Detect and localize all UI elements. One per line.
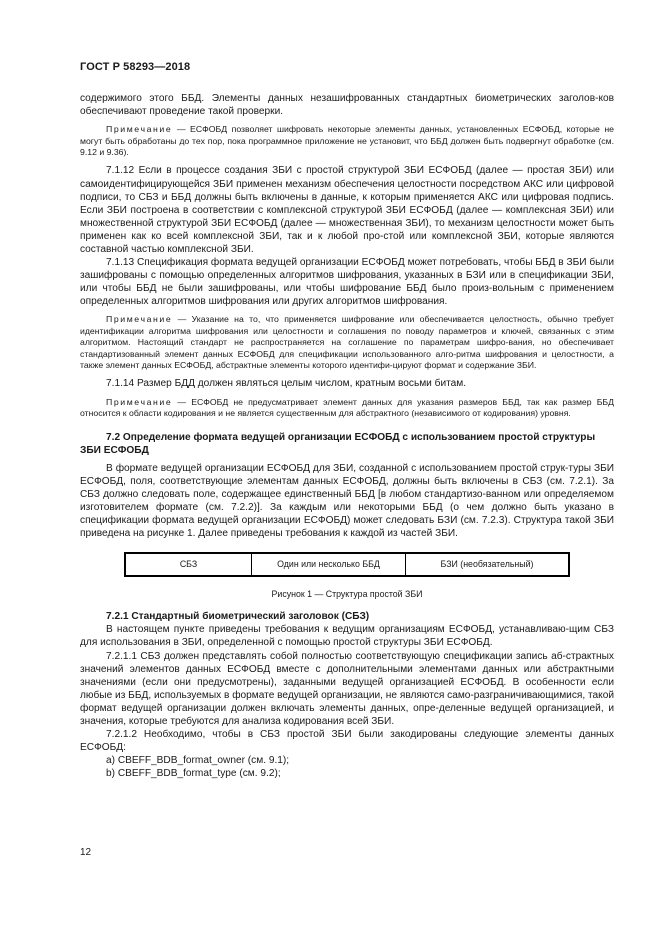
figure-caption: Рисунок 1 — Структура простой ЗБИ: [271, 589, 423, 600]
paragraph-7-1-12: 7.1.12 Если в процессе создания ЗБИ с простой структурой ЗБИ ЕСФОБД (далее — простая ЗБИ) или самоидентифицирующейся ЗБИ применен механизм обеспечения целостности посредством АКС или цифровой подписи, то СБЗ и ББД должны быть включены в данные, к которым применяется АКС или цифровая подпись. Если ЗБИ построена в соответствии с комплексной структурой ЗБИ ЕСФОБД (далее — комплексная ЗБИ) или множественной структурой ЗБИ ЕСФОБД (далее — множественная ЗБИ), то механизм целостности может быть применен как ко всей комплексной ЗБИ, так и к любой про-стой или комплексной ЗБИ, которые являются составной частью комплексной ЗБИ.: [80, 165, 614, 255]
figure-1-structure-table: [124, 552, 570, 577]
list-item-a: a) CBEFF_BDB_format_owner (см. 9.1);: [106, 755, 290, 767]
paragraph-continuation: содержимого этого ББД. Элементы данных незашифрованных стандартных биометрических заголов-ков обеспечивают проведение такой проверки.: [80, 93, 614, 118]
note-label: Примечание: [106, 314, 173, 325]
note-label: Примечание: [106, 124, 173, 135]
paragraph-7-2-1-2: 7.2.1.2 Необходимо, чтобы в СБЗ простой ЗБИ были закодированы следующие элементы данных ЕСФОБД:: [80, 729, 614, 754]
figure-cell-bzi: БЗИ (необязательный): [440, 559, 534, 570]
section-heading-7-2: 7.2 Определение формата ведущей организации ЕСФОБД с использованием простой структуры ЗБИ ЕСФОБД: [80, 432, 596, 457]
page-number: 12: [80, 847, 92, 858]
page-content: [80, 92, 614, 780]
figure-cell-sbz: СБЗ: [126, 554, 252, 575]
subsection-heading-7-2-1: 7.2.1 Стандартный биометрический заголовок (СБЗ): [106, 611, 370, 623]
paragraph-7-2-intro: В формате ведущей организации ЕСФОБД для ЗБИ, созданной с использованием простой струк-туры ЗБИ ЕСФОБД, поля, соответствующие элементам данных ЕСФОБД, должны быть включены в СБЗ (см. 7.2.1). За СБЗ должно следовать поле, содержащее единственный ББД [в любом стандартизо-ванном или определяемом изготовителем формате (см. 7.2.2)]. За каждым или некоторыми ББД (о чем должно быть указано в спецификации формата ведущей организации ЕСФОБД) может следовать БЗИ (см. 7.2.3). Структура такой ЗБИ приведена на рисунке 1. Далее приведены требования к каждой из частей ЗБИ.: [80, 462, 614, 540]
list-item-b: b) CBEFF_BDB_format_type (см. 9.2);: [106, 768, 281, 780]
note-text: — Указание на то, что применяется шифрование или обеспечивается целостность, обычно требует идентификации алгоритма шифрования или целостности и соглашения по поводу параметров и ключей, связанных с этим алгоритмом. Настоящий стандарт не распространяется на соглашение по параметрам шифро-вания, но обеспечивает стандартизованный элемент данных ЕСФОБД для спецификации использованного алго-ритма шифрования и целостности, а также элемент данных ЕСФОБД, абстрактные элементы которого идентифи-цируют формат и содержание ЗБИ.: [80, 314, 614, 371]
paragraph-7-2-1-intro: В настоящем пункте приведены требования к ведущим организациям ЕСФОБД, устанавливаю-щим СБЗ для использования в ЗБИ, определенной с помощью простой структуры ЗБИ ЕСФОБД.: [80, 624, 614, 649]
note-2: [80, 314, 614, 371]
paragraph-7-1-13: 7.1.13 Спецификация формата ведущей организации ЕСФОБД может потребовать, чтобы ББД в ЗБИ были зашифрованы с помощью определенных алгоритмов шифрования, указанных в БЗИ или в спецификации ЗБИ, или чтобы ББД не были зашифрованы, или чтобы шифрование ББД было произ-вольным с применением определенных алгоритмов шифрования или других алгоритмов шифрования.: [80, 257, 614, 308]
note-text: — ЕСФОБД позволяет шифровать некоторые элементы данных, установленных ЕСФОБД, которые не могут быть обработаны до тех пор, пока программное приложение не установит, что ББД должен быть подвергнут обработке (см. 9.12 и 9.36).: [80, 124, 614, 157]
note-3: [80, 397, 614, 420]
note-1: [80, 124, 614, 158]
document-header: ГОСТ Р 58293—2018: [80, 61, 191, 73]
figure-cell-bbd: Один или несколько ББД: [252, 554, 406, 575]
paragraph-7-1-14: 7.1.14 Размер БДД должен являться целым числом, кратным восьми битам.: [106, 378, 467, 390]
paragraph-7-2-1-1: 7.2.1.1 СБЗ должен представлять собой полностью соответствующую спецификации запись аб-страктных значений элементов данных ЕСФОБД вместе с дополнительными элементами данных или абстрактными значениями (если они предусмотрены), заданными ведущей организацией ЕСФОБД. В особенности если любые из ББД, используемых в формате ведущей организации, не являются само-разграничивающимися, такой формат ведущей организации должен включать элементы данных, опре-деленные ведущей организацией, и значения, которые требуются для анализа кодирования всей ЗБИ.: [80, 650, 614, 727]
note-text: — ЕСФОБД не предусматривает элемент данных для указания размеров ББД, так как размер ББД относится к области кодирования и не является существенным для абстрактного (независимого от кодирования) уровня.: [80, 396, 614, 418]
note-label: Примечание: [106, 396, 173, 407]
